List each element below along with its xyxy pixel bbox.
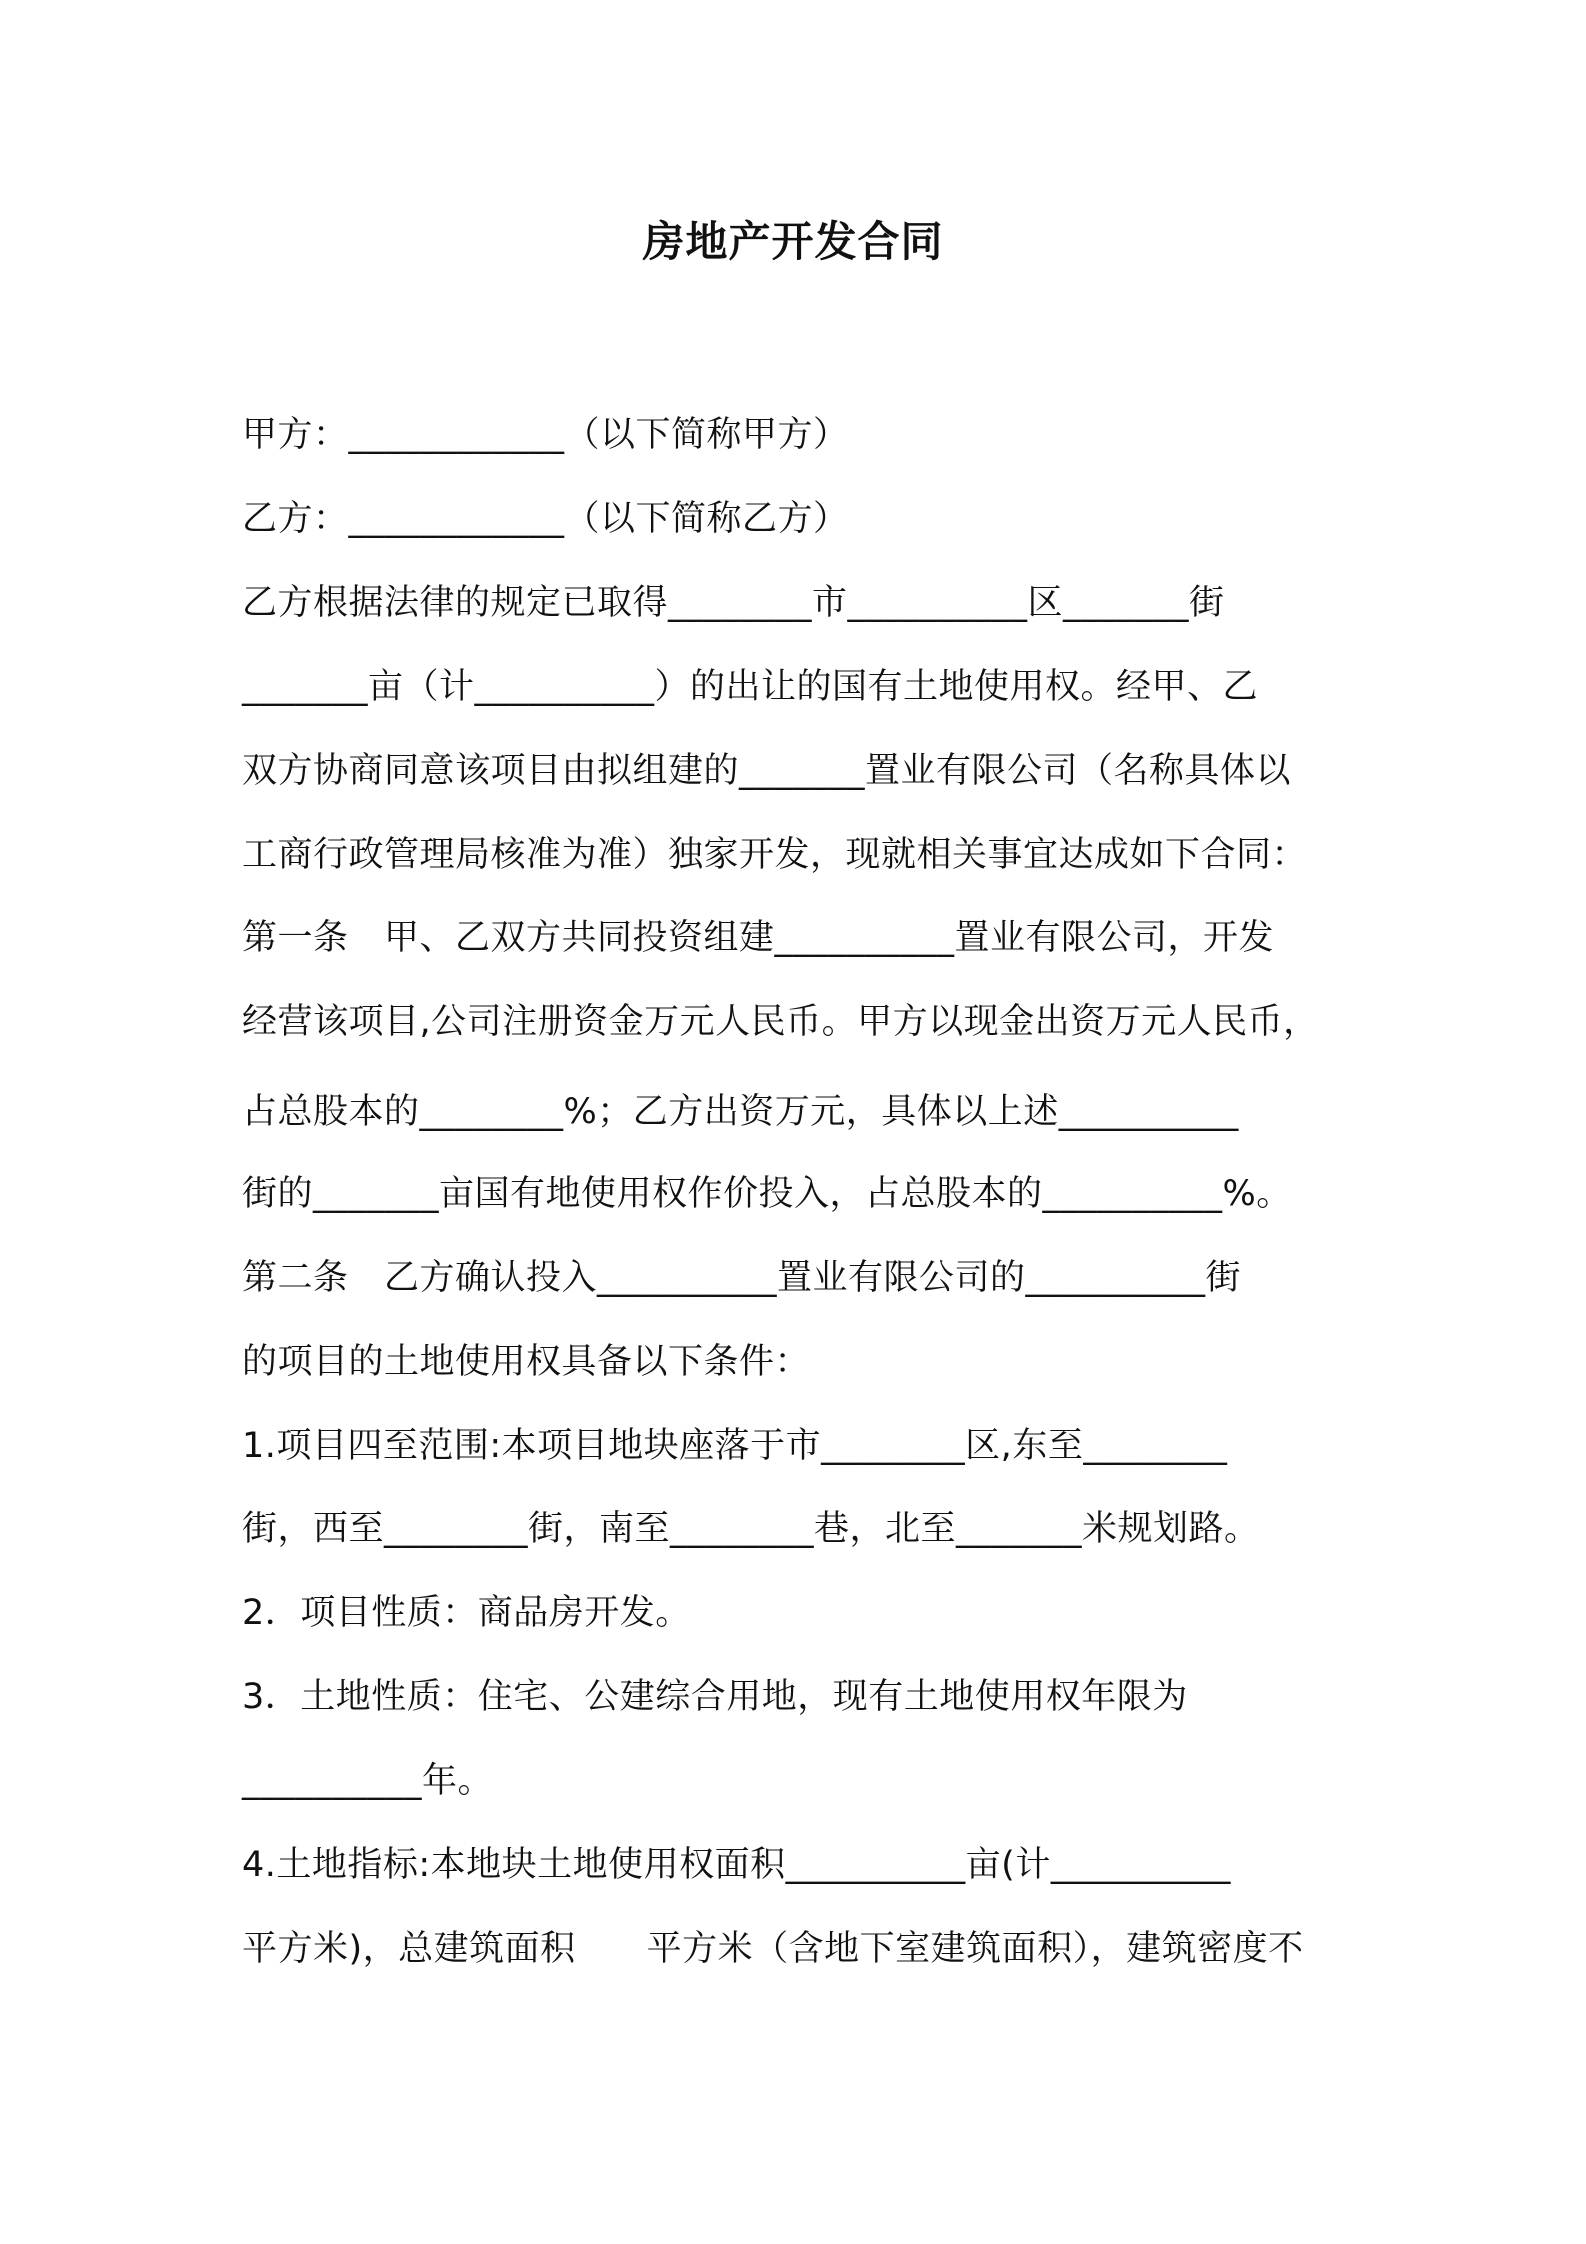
paragraph-line: 经营该项目,公司注册资金万元人民币。甲方以现金出资万元人民币，	[242, 1002, 1319, 1042]
paragraph-line: 占总股本的________%；乙方出资万元，具体以上述__________	[242, 1092, 1239, 1132]
paragraph-line: 乙方根据法律的规定已取得________市__________区_______街	[242, 583, 1225, 623]
article-1-line: 第一条 甲、乙双方共同投资组建__________置业有限公司，开发	[242, 918, 1275, 958]
paragraph-line: 的项目的土地使用权具备以下条件：	[242, 1342, 811, 1382]
party-a-line: 甲方：____________（以下简称甲方）	[242, 415, 849, 455]
clause-3-line: 3．土地性质：住宅、公建综合用地，现有土地使用权年限为	[242, 1677, 1188, 1717]
paragraph-line: 街，西至________街，南至________巷，北至_______米规划路。	[242, 1509, 1260, 1549]
paragraph-line: 街的_______亩国有地使用权作价投入，占总股本的__________%。	[242, 1174, 1292, 1214]
document-title: 房地产开发合同	[642, 217, 944, 266]
party-b-line: 乙方：____________（以下简称乙方）	[242, 499, 849, 539]
paragraph-line: 双方协商同意该项目由拟组建的_______置业有限公司（名称具体以	[242, 751, 1292, 791]
article-2-line: 第二条 乙方确认投入__________置业有限公司的__________街	[242, 1258, 1242, 1298]
paragraph-line: 工商行政管理局核准为准）独家开发，现就相关事宜达成如下合同：	[242, 835, 1308, 875]
paragraph-line: 平方米)，总建筑面积 平方米（含地下室建筑面积），建筑密度不	[242, 1929, 1304, 1969]
paragraph-line: _______亩（计__________）的出让的国有土地使用权。经甲、乙	[242, 667, 1259, 707]
clause-4-line: 4.土地指标:本地块土地使用权面积__________亩(计__________	[242, 1845, 1231, 1885]
clause-2-line: 2．项目性质：商品房开发。	[242, 1593, 691, 1633]
clause-1-line: 1.项目四至范围:本项目地块座落于市________区,东至________	[242, 1426, 1228, 1466]
paragraph-line: __________年。	[242, 1761, 494, 1801]
